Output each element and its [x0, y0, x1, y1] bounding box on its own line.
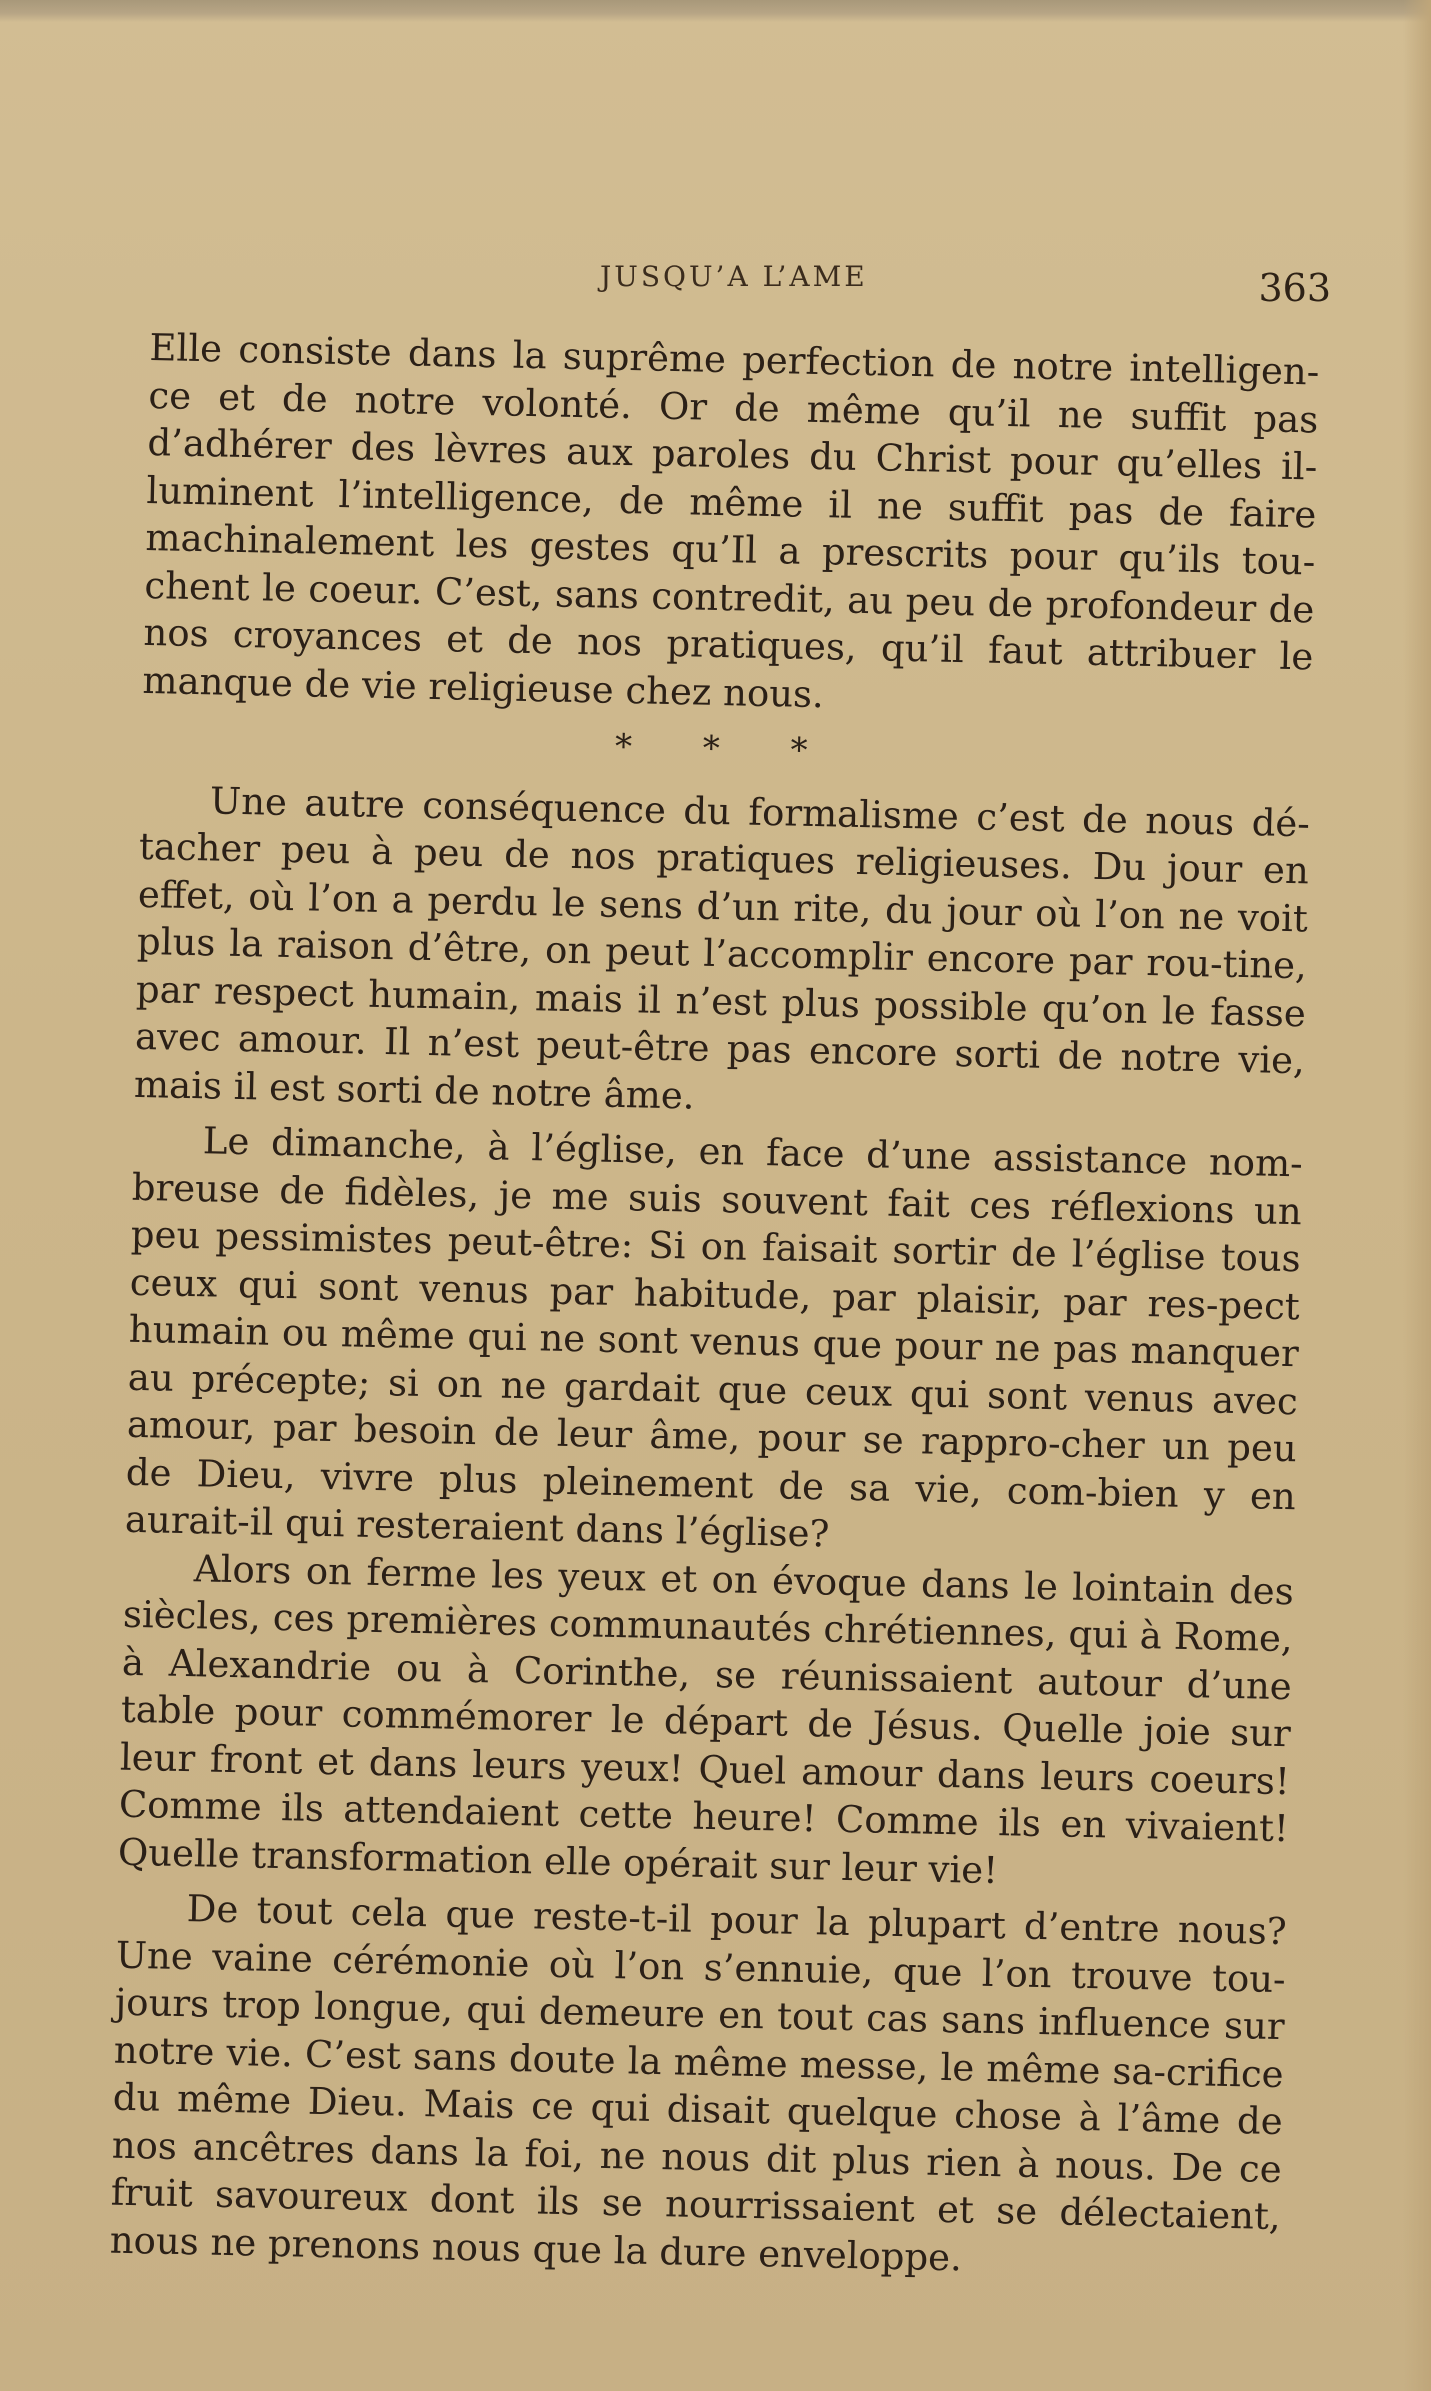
paragraph-2: Une autre conséquence du formalisme c’est de nous dé-tacher peu à peu de nos pratiques religieuses. Du jour en effet, où l’on a perdu le sens d’un rite, du jour où l’on ne voit plus la raison d’être, on peut l’accomplir encore par rou-tine, par respect humain, mais il n’est plus possible qu’on le fasse avec amour. Il n’est peut-être pas encore sorti de notre vie, mais il est sorti de notre âme. — [133, 778, 1311, 1118]
page-body — [109, 324, 1319, 2288]
page-header — [150, 250, 1331, 310]
paragraph-4: Alors on ferme les yeux et on évoque dans le lointain des siècles, ces premières communautés chrétiennes, qui à Rome, à Alexandrie ou à Corinthe, se réunissaient autour d’une table pour commémorer le départ de Jésus. Quelle joie sur leur front et dans leurs yeux! Quel amour dans leurs coeurs! Comme ils attendaient cette heure! Comme ils en vivaient! Quelle transformation elle opérait sur leur vie! — [117, 1546, 1295, 1892]
page-right-edge — [1403, 0, 1431, 2391]
page-number: 363 — [1258, 266, 1331, 310]
paragraph-3: Le dimanche, à l’église, en face d’une assistance nom-breuse de fidèles, je me suis souvent fait ces réflexions un peu pessimistes peut-être: Si on faisait sortir de l’église tous ceux qui sont venus par habitude, par plaisir, par res-pect humain ou même qui ne sont venus que pour ne pas manquer au précepte; si on ne gardait que ceux qui sont venus avec amour, par besoin de leur âme, pour se rappro-cher un peu de Dieu, vivre plus pleinement de sa vie, com-bien y en aurait-il qui resteraient dans l’église? — [124, 1119, 1304, 1556]
running-title: JUSQU’A L’AME — [600, 260, 868, 293]
paragraph-5: De tout cela que reste-t-il pour la plupart d’entre nous? Une vaine cérémonie où l’on s’ennuie, que l’on trouve tou-jours trop longue, qui demeure en tout cas sans influence sur notre vie. C’est sans doute la même messe, le même sa-crifice du même Dieu. Mais ce qui disait quelque chose à l’âme de nos ancêtres dans la foi, ne nous dit plus rien à nous. De ce fruit savoureux dont ils se nourrissaient et se délectaient, nous ne prenons nous que la dure enveloppe. — [109, 1887, 1288, 2279]
section-separator: * * * — [614, 726, 838, 772]
page-top-edge — [0, 0, 1431, 22]
paragraph-1: Elle consiste dans la suprême perfection de notre intelligen-ce et de notre volonté. Or de même qu’il ne suffit pas d’adhérer des lèvres aux paroles du Christ pour qu’elles il-luminent l’intelligence, de même il ne suffit pas de faire machinalement les gestes qu’Il a prescrits pour qu’ils tou-chent le coeur. C’est, sans contredit, au peu de profondeur de nos croyances et de nos pratiques, qu’il faut attribuer le manque de vie religieuse chez nous. — [142, 325, 1320, 716]
